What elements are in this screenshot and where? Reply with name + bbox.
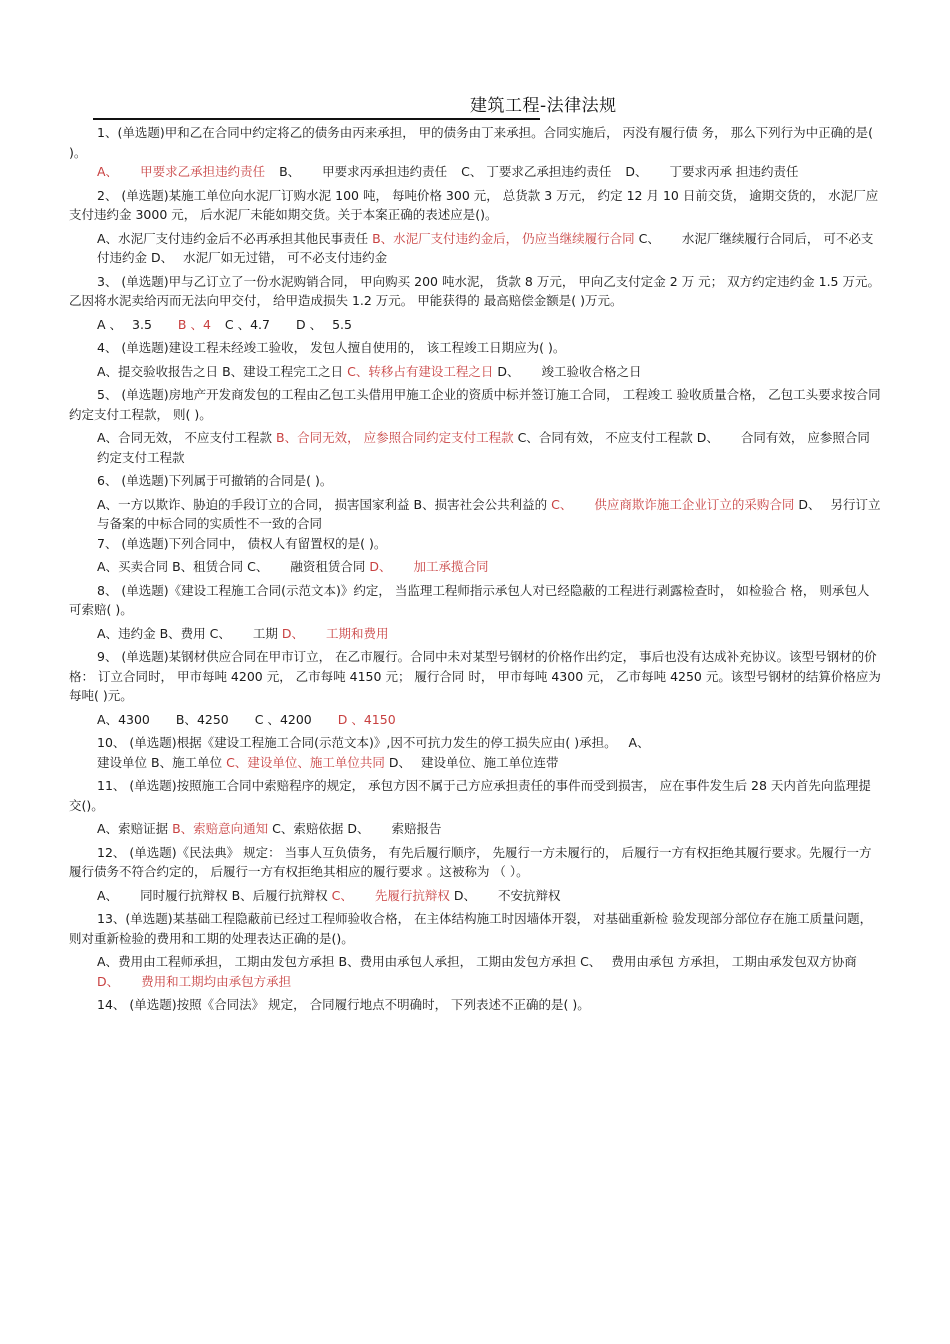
option-12-d: D、 不安抗辩权 [453,887,561,903]
options-10 [69,753,881,773]
question-3: 3、 (单选题)甲与乙订立了一份水泥购销合同， 甲向购买 200 吨水泥， 货款 8 万元， 甲向乙支付定金 2 万 元； 双方约定违约金 1.5 万元。 乙因将水泥卖给丙而无法向甲交付， 给甲造成损失 1.2 万元。 甲能获得的 最高赔偿金额是( )万元。 [69,273,880,308]
question-5: 5、 (单选题)房地产开发商发包的工程由乙包工头借用甲施工企业的资质中标并签订施工合同， 工程竣工 验收质量合格， 乙包工头要求按合同约定支付工程款， 则( )。 [69,387,881,422]
page-title: 建筑工程-法律法规 [470,96,617,116]
option-2-c: C、 水泥厂继续履行合同后， 可不必支付违约金 [97,230,874,265]
question-13: 13、(单选题)某基础工程隐蔽前已经过工程师验收合格， 在主体结构施工时因墙体开裂， 对基础重新检 验发现部分部位存在施工质量问题， 则对重新检验的费用和工期的处理表达正确的是()。 [69,911,873,946]
option-9-a: A、4300 [97,711,150,727]
option-10-d: D、 建设单位、施工单位连带 [388,754,559,770]
question-9: 9、 (单选题)某钢材供应合同在甲市订立， 在乙市履行。合同中未对某型号钢材的价格作出约定， 事后也没有达成补充协议。该型号钢材的价格： 订立合同时， 甲市每吨 4200 元， 乙市每吨 4150 元； 履行合同 时， 甲市每吨 4300 元， 乙市每吨 4250 元。该型号钢材的结算价格应为每吨( )元。 [69,649,881,703]
option-12-a: A、 同时履行抗辩权 [97,887,228,903]
question-list [69,123,881,1015]
option-11-c: C、索赔依据 [272,821,344,836]
option-9-d: D 、4150 [337,711,396,727]
option-5-d: D、 合同有效， 应参照合同约定支付工程款 [97,430,870,465]
option-8-b: B、费用 [159,625,206,641]
options-11 [69,819,881,839]
option-4-b: B、建设工程完工之日 [222,363,344,379]
options-9 [69,710,881,730]
question-2: 2、 (单选题)某施工单位向水泥厂订购水泥 100 吨， 每吨价格 300 元， 总货款 3 万元， 约定 12 月 10 日前交货， 逾期交货的， 水泥厂应支付违约金 3000 元， 后水泥厂未能如期交货。关于本案正确的表述应是()。 [69,187,879,222]
option-10-b: B、施工单位 [151,754,223,770]
option-8-a: A、违约金 [97,625,156,641]
option-10-a: 建设单位 [97,754,148,770]
options-1 [69,162,881,182]
option-3-d: D 、 5.5 [295,316,352,332]
question-1: 1、(单选题)甲和乙在合同中约定将乙的债务由丙来承担， 甲的债务由丁来承担。合同实施后， 丙没有履行债 务， 那么下列行为中正确的是( )。 [69,125,873,160]
options-8 [69,624,881,644]
option-2-a: A、水泥厂支付违约金后不必再承担其他民事责任 [97,230,369,246]
option-9-c: C 、4200 [254,711,312,727]
question-14: 14、 (单选题)按照《合同法》 规定， 合同履行地点不明确时， 下列表述不正确的是( )。 [97,997,590,1012]
option-13-d: D、 费用和工期均由承包方承担 [97,973,292,989]
option-8-c: C、 工期 [209,625,278,641]
title-rule [93,118,540,120]
question-8: 8、 (单选题)《建设工程施工合同(示范文本)》约定， 当监理工程师指示承包人对已经隐蔽的工程进行剥露检查时， 如检验合 格， 则承包人可索赔( )。 [69,582,870,617]
option-3-a: A 、 3.5 [97,316,152,332]
options-13 [69,952,881,991]
option-12-b: B、后履行抗辩权 [231,887,328,903]
option-13-a: A、费用由工程师承担， 工期由发包方承担 [97,954,335,969]
option-5-c: C、合同有效， 不应支付工程款 [517,430,693,445]
options-4 [69,362,881,382]
option-3-b: B 、4 [177,316,211,332]
option-1-b: B、 甲要求丙承担违约责任 [279,164,448,179]
option-1-d: D、 丁要求丙承 担违约责任 [625,164,799,179]
option-4-d: D、 竣工验收合格之日 [497,363,642,379]
option-6-b: B、损害社会公共利益的 [413,496,548,512]
option-6-a: A、一方以欺诈、胁迫的手段订立的合同， 损害国家利益 [97,496,410,512]
options-12 [69,886,881,906]
options-3 [69,315,881,335]
options-7 [69,557,881,577]
question-11: 11、 (单选题)按照施工合同中索赔程序的规定， 承包方因不属于己方应承担责任的事件而受到损害， 应在事件发生后 28 天内首先向监理提交()。 [69,778,871,813]
option-2-b: B、水泥厂支付违约金后， 仍应当继续履行合同 [372,230,635,246]
option-10-c: C、建设单位、施工单位共同 [226,754,385,770]
option-11-d: D、 索赔报告 [347,821,442,836]
option-9-b: B、4250 [175,711,229,727]
question-6: 6、 (单选题)下列属于可撤销的合同是( )。 [97,473,333,488]
option-11-b: B、索赔意向通知 [172,821,269,836]
option-2-d: D、 水泥厂如无过错， 可不必支付违约金 [151,250,388,265]
option-1-a: A、 甲要求乙承担违约责任 [97,164,266,179]
options-5 [69,428,881,467]
question-7: 7、 (单选题)下列合同中， 债权人有留置权的是( )。 [97,535,387,551]
option-6-d: D、 另行订立与备案的中标合同的实质性不一致的合同 [97,496,881,531]
option-7-b: B、租赁合同 [172,559,244,574]
option-8-d: D、 工期和费用 [281,625,389,641]
option-12-c: C、 先履行抗辩权 [331,887,450,903]
option-11-a: A、索赔证据 [97,821,169,836]
question-4: 4、 (单选题)建设工程未经竣工验收， 发包人擅自使用的， 该工程竣工日期应为( )。 [97,340,566,355]
question-12: 12、 (单选题)《民法典》 规定： 当事人互负债务， 有先后履行顺序， 先履行一方未履行的， 后履行一方有权拒绝其履行要求。先履行一方履行债务不符合约定的， 后履行一方有权拒绝其相应的履行要求 。这被称为 （ ）。 [69,844,872,879]
option-7-d: D、 加工承揽合同 [369,559,489,574]
options-6 [69,495,881,534]
option-6-c: C、 供应商欺诈施工企业订立的采购合同 [551,496,795,512]
option-3-c: C 、4.7 [224,316,270,332]
option-4-c: C、转移占有建设工程之日 [347,363,494,379]
option-13-b: B、费用由承包人承担， 工期由发包方承担 [338,954,577,969]
option-5-b: B、合同无效， 应参照合同约定支付工程款 [276,430,514,445]
option-10-a-label: A、 [628,735,650,750]
option-4-a: A、提交验收报告之日 [97,363,219,379]
option-1-c: C、 丁要求乙承担违约责任 [461,164,612,179]
option-5-a: A、合同无效， 不应支付工程款 [97,430,273,445]
options-2 [69,229,881,268]
option-7-a: A、买卖合同 [97,559,169,574]
option-7-c: C、 融资租赁合同 [247,559,366,574]
question-10: 10、 (单选题)根据《建设工程施工合同(示范文本)》,因不可抗力发生的停工损失应由( )承担。 A、 [97,735,650,750]
option-13-c: C、 费用由承包 方承担， 工期由承发包双方协商 [580,954,857,969]
